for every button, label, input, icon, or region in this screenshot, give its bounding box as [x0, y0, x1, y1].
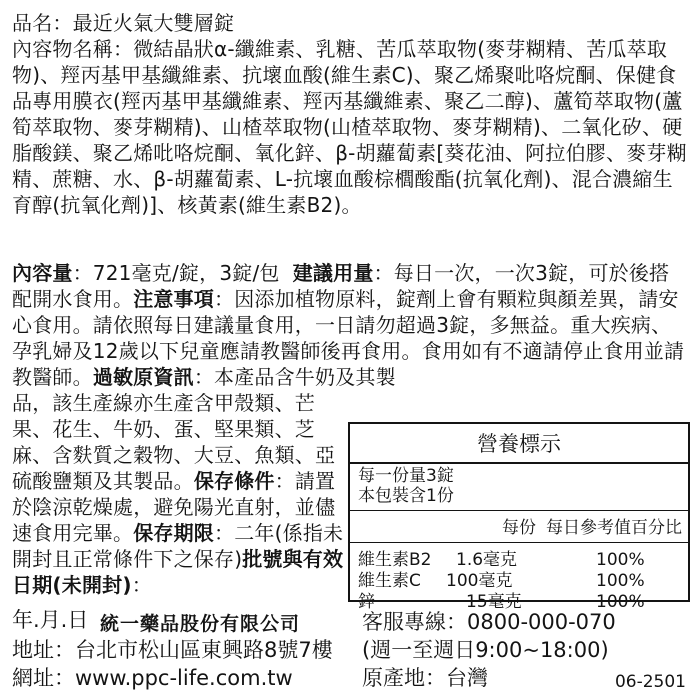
nutrition-row-name: 維生素B2 [358, 550, 432, 570]
date-format: 年.月.日 [12, 608, 89, 632]
address: 地址：台北市松山區東興路8號7樓 [12, 638, 333, 662]
notice-text: ：因添加植物原料，錠劑上會有顆粒與顏差異，請安心食用。請依照每日建議量食用，一日請勿超過3錠，多無益。重大疾病、孕乳婦及12歲以下兒童應請教醫師後再食用。食用如有不適請停止食用並請教醫師。 [12, 287, 685, 389]
usage-text: ：每日一次，一次3錠，可於後搭配開水食用。 [12, 261, 670, 311]
allergen-continuation [12, 390, 346, 598]
nutrition-row-name: 鋅 [358, 592, 375, 612]
service-hours: (週一至週日9:00~18:00) [362, 638, 609, 662]
notice-label: 注意事項 [133, 287, 215, 311]
content-text: ：721毫克/錠，3錠/包 [72, 261, 280, 285]
batch-text: ： [131, 573, 152, 597]
hotline: 客服專線：0800-000-070 [362, 610, 616, 634]
usage-block [12, 260, 688, 390]
nutrition-row-daily: 100% [596, 592, 645, 612]
shelf-label: 保存期限 [133, 521, 215, 545]
nutrition-row-amount: 15毫克 [466, 592, 522, 612]
storage-text: ：請置於陰涼乾燥處，避免陽光直射，並儘速食用完畢。 [12, 469, 336, 545]
allergen-label: 過敏原資訊 [92, 365, 194, 389]
nutrition-serving: 每一份量3錠 [358, 466, 454, 486]
company-name: 統一藥品股份有限公司 [100, 613, 301, 635]
nutrition-col-per-serving: 每份 [502, 518, 536, 538]
nutrition-col-daily: 每日參考值百分比 [546, 518, 682, 538]
document-code: 06-2501 [614, 672, 686, 692]
nutrition-row-amount: 100毫克 [446, 571, 513, 591]
nutrition-divider [350, 510, 688, 511]
product-name: 品名：最近火氣大雙層錠 [12, 11, 235, 35]
nutrition-row-name: 維生素C [358, 571, 421, 591]
shelf-text: ：二年(係指未開封且正常條件下之保存) [12, 521, 344, 571]
nutrition-table [348, 422, 690, 612]
ingredients-text: 內容物名稱：微結晶狀α-纖維素、乳糖、苦瓜萃取物(麥芽糊精、苦瓜萃取物)、羥丙基甲基纖維素、抗壞血酸(維生素C)、聚乙烯聚吡咯烷酮、保健食品專用膜衣(羥丙基甲基纖維素、羥丙基纖維素、聚乙二醇)、蘆筍萃取物(蘆筍萃取物、麥芽糊精)、山楂萃取物(山楂萃取物、麥芽糊精)、二氧化矽、硬脂酸鎂、聚乙烯吡咯烷酮、氧化鋅、β-胡蘿蔔素[葵花油、阿拉伯膠、麥芽糊精、蔗糖、水、β-胡蘿蔔素、L-抗壞血酸棕櫚酸酯(抗氧化劑)、混合濃縮生育醇(抗氧化劑)]、核黃素(維生素B2)。 [12, 37, 687, 217]
content-label: 內容量 [12, 261, 73, 285]
allergen-text-b: 品，該生產線亦生產含甲殼類、芒果、花生、牛奶、蛋、堅果類、芝麻、含麩質之穀物、大豆、魚類、亞硫酸鹽類及其製品。 [12, 391, 336, 493]
nutrition-row-amount: 1.6毫克 [456, 550, 518, 570]
nutrition-divider [350, 542, 688, 543]
nutrition-per-pack: 本包裝含1份 [358, 486, 454, 506]
nutrition-title: 營養標示 [350, 424, 688, 464]
usage-label: 建議用量 [292, 261, 374, 285]
batch-label: 批號與有效日期(未開封) [12, 547, 344, 597]
website: 網址：www.ppc-life.com.tw [12, 666, 293, 690]
storage-label: 保存條件 [193, 469, 275, 493]
nutrition-row-daily: 100% [596, 571, 645, 591]
nutrition-row-daily: 100% [596, 550, 645, 570]
origin: 原產地：台灣 [362, 666, 488, 690]
allergen-text-a: ：本產品含牛奶及其製 [193, 365, 396, 389]
